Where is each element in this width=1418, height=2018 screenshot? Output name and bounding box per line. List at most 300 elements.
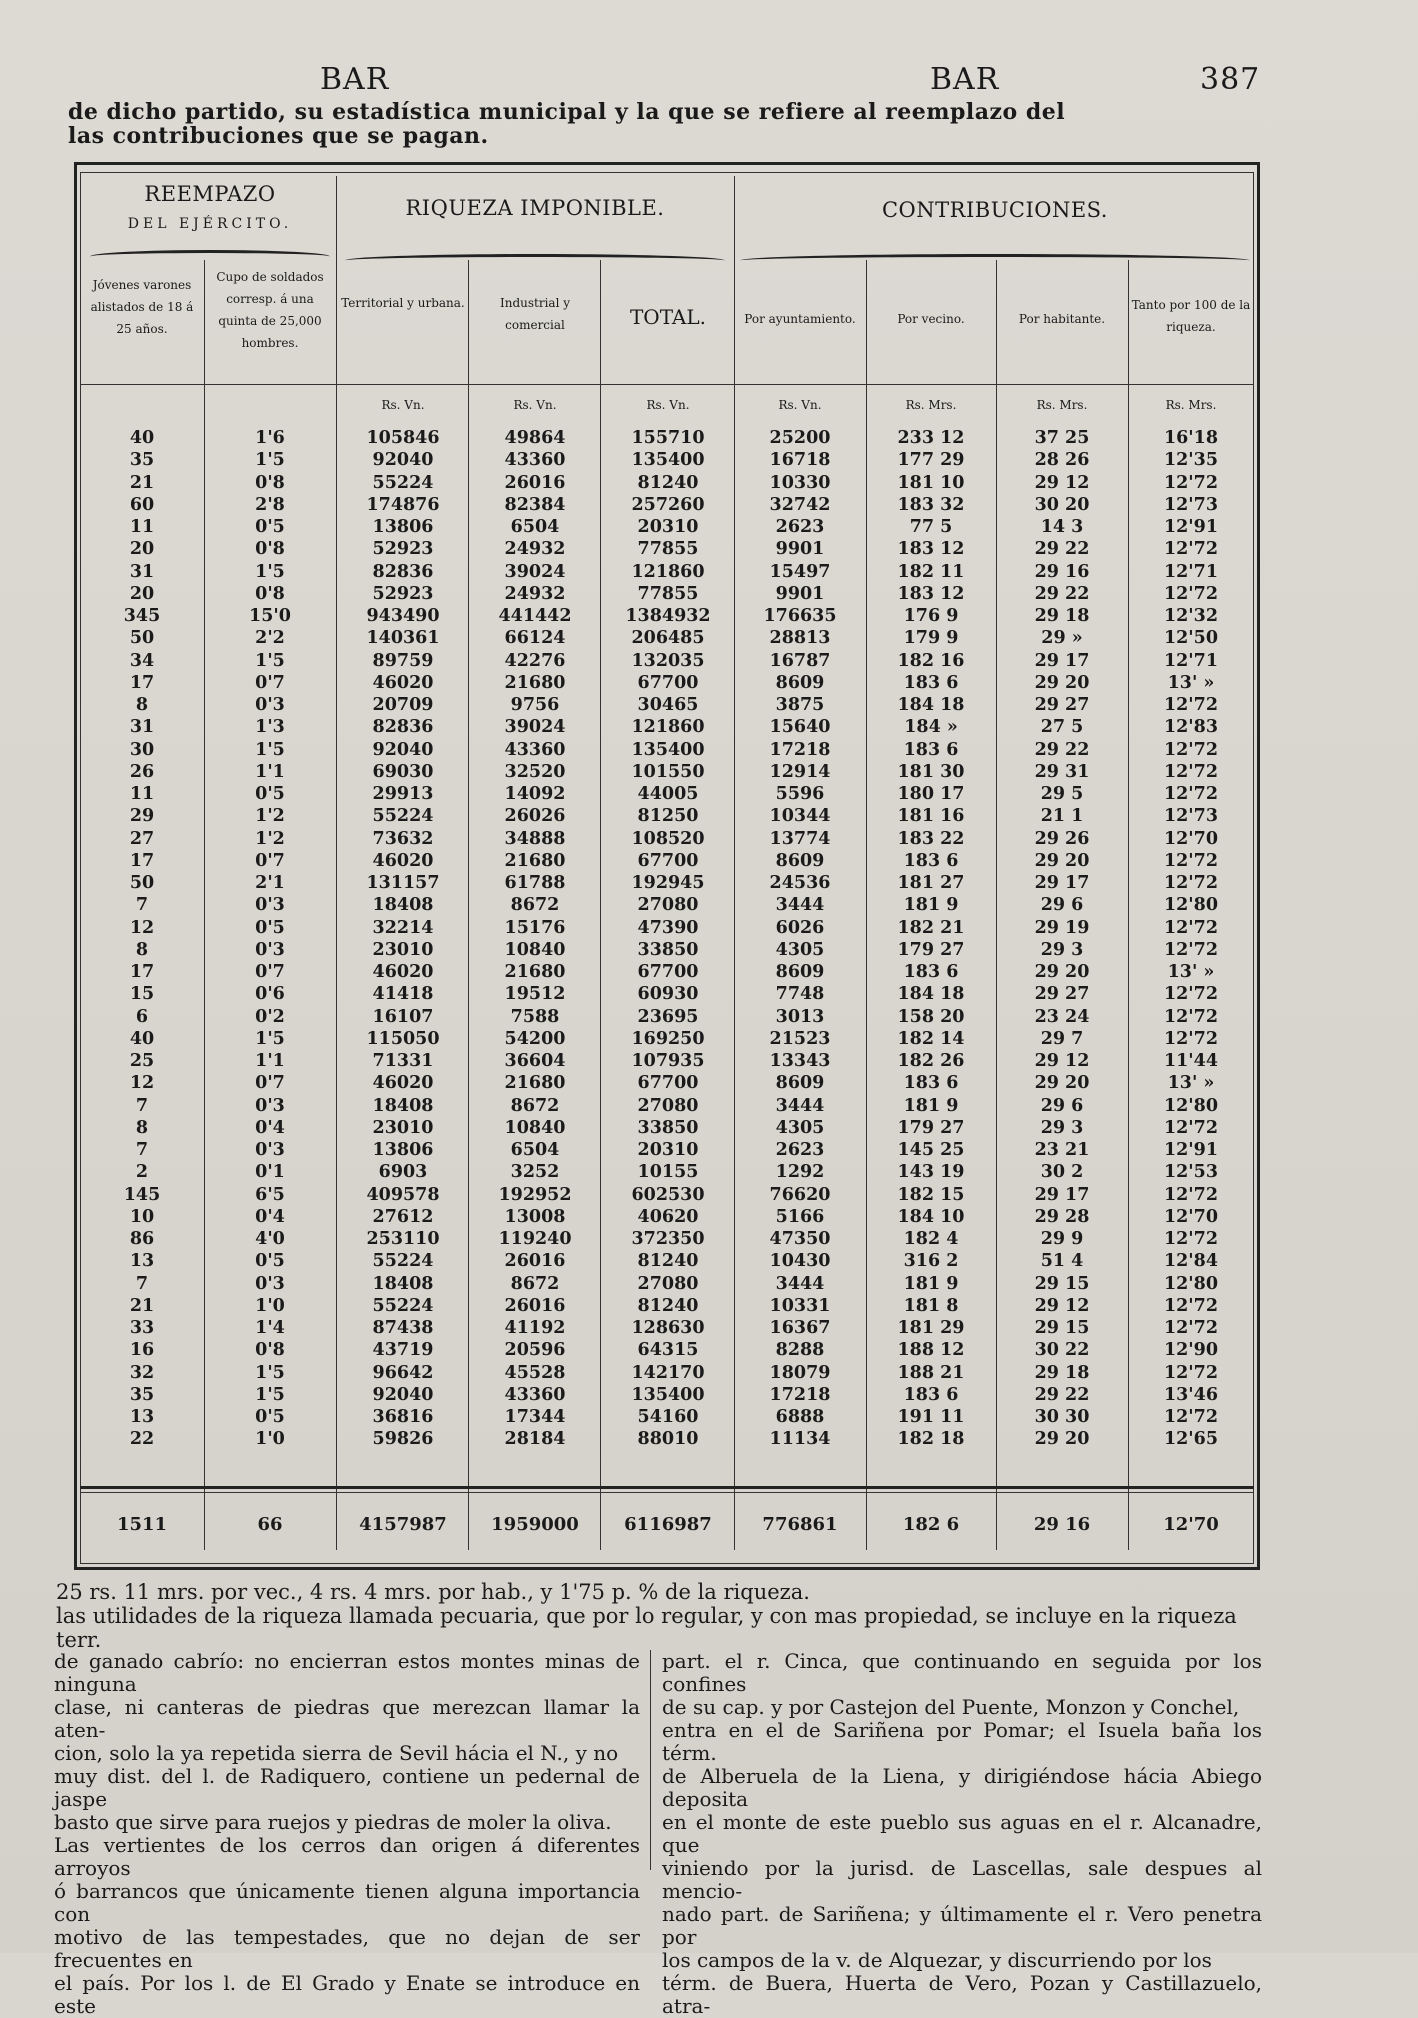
total-cupo: 66: [257, 1514, 283, 1535]
table-cell-tanto: 12'72: [1163, 761, 1219, 782]
table-cell-vecino: 188 21: [897, 1362, 965, 1383]
table-cell-territorial: 55224: [372, 1295, 434, 1316]
table-cell-ayuntamiento: 11134: [769, 1429, 831, 1450]
table-cell-habitante: 29 3: [1040, 939, 1084, 960]
table-cell-total: 372350: [631, 1229, 705, 1249]
body-line: cion, solo la ya repetida sierra de Sevil hácia el N., y no: [54, 1741, 619, 1765]
table-cell-ayuntamiento: 9901: [775, 583, 825, 604]
table-cell-cupo: 1'6: [255, 428, 285, 448]
body-column-right: [662, 1650, 1262, 2018]
table-cell-cupo: 0'5: [255, 1407, 285, 1427]
table-cell-ayuntamiento: 32742: [769, 494, 831, 515]
table-cell-cupo: 0'8: [255, 472, 285, 493]
table-cell-ayuntamiento: 12914: [769, 761, 831, 782]
table-cell-vecino: 183 6: [903, 672, 959, 693]
table-cell-tanto: 12'83: [1163, 717, 1219, 738]
table-cell-industrial: 43360: [504, 450, 566, 471]
table-cell-ayuntamiento: 8609: [775, 962, 825, 982]
table-cell-vecino: 183 6: [903, 739, 959, 760]
table-cell-jovenes: 86: [129, 1229, 155, 1249]
table-cell-habitante: 29 20: [1034, 850, 1090, 871]
table-cell-industrial: 45528: [504, 1362, 566, 1383]
table-cell-habitante: 29 18: [1034, 606, 1090, 626]
brace-riqueza: [345, 254, 725, 267]
totals-rule-thin: [80, 1492, 1254, 1493]
table-cell-vecino: 182 18: [897, 1429, 965, 1450]
table-cell-industrial: 24932: [504, 539, 566, 560]
table-cell-habitante: 29 6: [1040, 895, 1084, 916]
table-cell-ayuntamiento: 3444: [775, 895, 825, 916]
table-cell-habitante: 30 2: [1040, 1162, 1084, 1183]
table-cell-industrial: 43360: [504, 739, 566, 760]
table-cell-jovenes: 7: [135, 895, 149, 916]
table-cell-territorial: 131157: [366, 873, 440, 893]
table-cell-industrial: 39024: [504, 717, 566, 738]
table-cell-vecino: 182 26: [897, 1051, 965, 1071]
table-cell-total: 33850: [637, 939, 699, 960]
table-cell-territorial: 18408: [372, 895, 434, 916]
table-cell-tanto: 12'72: [1163, 1006, 1219, 1027]
table-cell-jovenes: 29: [129, 806, 155, 827]
total-ayuntamiento: 776861: [762, 1514, 838, 1535]
table-cell-vecino: 179 27: [897, 1117, 965, 1138]
table-cell-jovenes: 35: [129, 450, 155, 471]
table-cell-tanto: 13'46: [1163, 1384, 1219, 1405]
table-cell-cupo: 0'7: [255, 850, 285, 871]
total-territorial: 4157987: [359, 1514, 447, 1535]
table-cell-jovenes: 145: [123, 1184, 161, 1205]
table-cell-jovenes: 40: [129, 428, 155, 448]
body-line: Las vertientes de los cerros dan origen á diferentes arroyos: [54, 1833, 640, 1880]
table-cell-jovenes: 345: [123, 606, 161, 626]
table-cell-tanto: 12'91: [1163, 517, 1219, 537]
table-cell-industrial: 119240: [498, 1229, 572, 1249]
total-total: 6116987: [624, 1514, 712, 1535]
table-cell-cupo: 0'3: [255, 695, 285, 715]
table-cell-total: 81240: [637, 1295, 699, 1316]
table-cell-tanto: 12'71: [1163, 561, 1219, 582]
table-cell-vecino: 179 9: [903, 628, 959, 649]
body-line: de Alberuela de la Liena, y dirigiéndose hácia Abiego deposita: [662, 1764, 1262, 1811]
table-cell-territorial: 13806: [372, 517, 434, 537]
table-cell-ayuntamiento: 7748: [775, 984, 825, 1005]
table-cell-jovenes: 7: [135, 1095, 149, 1116]
table-cell-jovenes: 26: [129, 761, 155, 782]
table-cell-total: 27080: [637, 1095, 699, 1116]
table-cell-jovenes: 25: [129, 1051, 155, 1071]
table-cell-cupo: 1'5: [255, 1362, 285, 1383]
table-cell-vecino: 77 5: [909, 517, 953, 537]
col-separator: [468, 260, 469, 1550]
table-cell-habitante: 29 12: [1034, 1051, 1090, 1071]
total-habitante: 29 16: [1033, 1514, 1091, 1535]
note-text: [56, 1580, 1266, 1652]
table-cell-territorial: 6903: [378, 1162, 428, 1183]
table-cell-habitante: 37 25: [1034, 428, 1090, 448]
table-cell-industrial: 26016: [504, 1251, 566, 1272]
body-line: clase, ni canteras de piedras que merezcan llamar la aten-: [54, 1695, 640, 1742]
table-cell-jovenes: 8: [135, 695, 149, 715]
table-cell-tanto: 12'72: [1163, 472, 1219, 493]
table-cell-cupo: 0'2: [255, 1006, 285, 1027]
table-cell-vecino: 182 4: [903, 1229, 959, 1249]
table-cell-ayuntamiento: 6888: [775, 1407, 825, 1427]
table-cell-industrial: 192952: [498, 1184, 572, 1205]
body-line: entra en el de Sariñena por Pomar; el Isuela baña los térm.: [662, 1718, 1262, 1765]
table-cell-territorial: 82836: [372, 561, 434, 582]
table-cell-tanto: 12'72: [1163, 939, 1219, 960]
table-cell-vecino: 143 19: [897, 1162, 965, 1183]
table-cell-jovenes: 17: [129, 850, 155, 871]
table-cell-habitante: 30 22: [1034, 1340, 1090, 1361]
table-cell-vecino: 183 6: [903, 1073, 959, 1094]
table-cell-cupo: 2'8: [255, 494, 285, 515]
table-cell-habitante: 28 26: [1034, 450, 1090, 471]
table-cell-habitante: 29 15: [1034, 1273, 1090, 1294]
table-cell-tanto: 12'91: [1163, 1140, 1219, 1160]
table-cell-industrial: 441442: [498, 606, 572, 626]
table-cell-total: 27080: [637, 895, 699, 916]
column-tanto: [1130, 427, 1252, 1451]
table-cell-ayuntamiento: 5166: [775, 1206, 825, 1227]
table-cell-vecino: 183 22: [897, 828, 965, 849]
table-cell-total: 77855: [637, 583, 699, 604]
table-cell-tanto: 12'72: [1163, 1362, 1219, 1383]
table-cell-territorial: 23010: [372, 939, 434, 960]
brace-reemplazo: [90, 250, 330, 263]
table-cell-cupo: 0'5: [255, 517, 285, 537]
table-cell-cupo: 1'4: [255, 1318, 285, 1338]
table-cell-habitante: 29 22: [1034, 583, 1090, 604]
table-cell-total: 20310: [637, 517, 699, 537]
table-cell-total: 128630: [631, 1318, 705, 1338]
column-territorial: [340, 427, 466, 1451]
column-industrial: [472, 427, 598, 1451]
table-cell-tanto: 12'72: [1163, 583, 1219, 604]
table-cell-vecino: 182 14: [897, 1028, 965, 1049]
table-cell-cupo: 15'0: [249, 606, 291, 626]
table-cell-ayuntamiento: 176635: [763, 606, 837, 626]
body-line: motivo de las tempestades, que no dejan de ser frecuentes en: [54, 1925, 640, 1972]
table-cell-industrial: 21680: [504, 850, 566, 871]
table-cell-vecino: 191 11: [897, 1407, 965, 1427]
table-cell-total: 67700: [637, 850, 699, 871]
units-tanto: Rs. Mrs.: [1165, 398, 1217, 412]
table-cell-jovenes: 34: [129, 650, 155, 671]
total-industrial: 1959000: [491, 1514, 579, 1535]
table-cell-total: 169250: [631, 1028, 705, 1049]
table-cell-tanto: 12'35: [1163, 450, 1219, 471]
table-cell-habitante: 29 22: [1034, 1384, 1090, 1405]
table-cell-industrial: 41192: [504, 1318, 566, 1338]
table-cell-ayuntamiento: 10330: [769, 472, 831, 493]
table-cell-ayuntamiento: 10331: [769, 1295, 831, 1316]
table-cell-vecino: 184 »: [904, 717, 958, 738]
table-cell-tanto: 13' »: [1167, 672, 1215, 693]
table-cell-vecino: 181 9: [903, 1273, 959, 1294]
table-cell-jovenes: 11: [129, 784, 155, 804]
table-cell-territorial: 96642: [372, 1362, 434, 1383]
table-cell-cupo: 0'6: [255, 984, 285, 1005]
table-cell-ayuntamiento: 4305: [775, 939, 825, 960]
subheader-tanto: Tanto por 100 de la riqueza.: [1131, 298, 1251, 334]
intro-text: [68, 100, 1088, 148]
table-cell-ayuntamiento: 24536: [769, 873, 831, 893]
table-cell-tanto: 12'80: [1163, 895, 1219, 916]
table-cell-vecino: 181 30: [897, 761, 965, 782]
table-cell-habitante: 27 5: [1040, 717, 1084, 738]
table-cell-vecino: 181 9: [903, 895, 959, 916]
table-cell-tanto: 12'72: [1163, 539, 1219, 560]
table-cell-habitante: 30 20: [1034, 494, 1090, 515]
table-cell-jovenes: 30: [129, 739, 155, 760]
table-cell-vecino: 181 9: [903, 1095, 959, 1116]
table-cell-total: 44005: [637, 784, 699, 804]
table-cell-habitante: 29 12: [1034, 1295, 1090, 1316]
table-cell-total: 121860: [631, 717, 705, 738]
table-cell-territorial: 253110: [366, 1229, 440, 1249]
table-cell-tanto: 12'72: [1163, 1229, 1219, 1249]
table-cell-ayuntamiento: 17218: [769, 739, 831, 760]
table-cell-ayuntamiento: 3444: [775, 1273, 825, 1294]
table-cell-territorial: 43719: [372, 1340, 434, 1361]
table-cell-territorial: 13806: [372, 1140, 434, 1160]
table-cell-territorial: 36816: [372, 1407, 434, 1427]
table-cell-ayuntamiento: 8609: [775, 850, 825, 871]
table-cell-habitante: 23 21: [1034, 1140, 1090, 1160]
table-cell-habitante: 29 31: [1034, 761, 1090, 782]
table-cell-industrial: 15176: [504, 917, 566, 938]
units-vecino: Rs. Mrs.: [905, 398, 957, 412]
brace-contribuciones: [740, 254, 1250, 267]
table-cell-total: 40620: [637, 1206, 699, 1227]
table-cell-total: 206485: [631, 628, 705, 649]
table-cell-tanto: 12'80: [1163, 1273, 1219, 1294]
body-line: los campos de la v. de Alquezar, y discurriendo por los: [662, 1948, 1212, 1972]
table-cell-vecino: 181 10: [897, 472, 965, 493]
table-cell-tanto: 12'72: [1163, 850, 1219, 871]
table-cell-industrial: 34888: [504, 828, 566, 849]
table-cell-cupo: 0'5: [255, 1251, 285, 1272]
table-cell-jovenes: 20: [129, 583, 155, 604]
body-line: part. el r. Cinca, que continuando en seguida por los confines: [662, 1649, 1262, 1696]
group-reemplazo-line2: DEL EJÉRCITO.: [127, 216, 293, 232]
table-cell-vecino: 181 16: [897, 806, 965, 827]
table-cell-jovenes: 7: [135, 1140, 149, 1160]
table-cell-territorial: 32214: [372, 917, 434, 938]
table-cell-total: 81240: [637, 1251, 699, 1272]
table-cell-industrial: 20596: [504, 1340, 566, 1361]
table-cell-jovenes: 60: [129, 494, 155, 515]
table-cell-cupo: 1'2: [255, 828, 285, 849]
table-cell-jovenes: 13: [129, 1407, 155, 1427]
table-cell-cupo: 1'5: [255, 450, 285, 471]
table-cell-territorial: 29913: [372, 784, 434, 804]
table-cell-tanto: 12'70: [1163, 828, 1219, 849]
table-cell-vecino: 181 8: [903, 1295, 959, 1316]
table-cell-cupo: 4'0: [255, 1229, 285, 1249]
table-cell-ayuntamiento: 8288: [775, 1340, 825, 1361]
table-cell-jovenes: 2: [135, 1162, 149, 1183]
table-cell-jovenes: 12: [129, 917, 155, 938]
table-cell-ayuntamiento: 13774: [769, 828, 831, 849]
table-cell-total: 20310: [637, 1140, 699, 1160]
table-cell-total: 142170: [631, 1362, 705, 1383]
table-cell-industrial: 3252: [510, 1162, 560, 1183]
table-cell-industrial: 32520: [504, 761, 566, 782]
table-cell-industrial: 61788: [504, 873, 566, 893]
table-cell-total: 81250: [637, 806, 699, 827]
col-separator: [204, 260, 205, 1550]
table-cell-jovenes: 35: [129, 1384, 155, 1405]
table-cell-habitante: 30 30: [1034, 1407, 1090, 1427]
table-cell-territorial: 73632: [372, 828, 434, 849]
table-cell-total: 121860: [631, 561, 705, 582]
subheader-cupo: Cupo de soldados corresp. á una quinta de 25,000 hombres.: [216, 270, 324, 350]
table-cell-industrial: 21680: [504, 1073, 566, 1094]
intro-line: las contribuciones que se pagan.: [68, 123, 489, 149]
table-cell-total: 132035: [631, 650, 705, 671]
table-cell-territorial: 409578: [366, 1184, 440, 1205]
table-cell-industrial: 26016: [504, 472, 566, 493]
table-cell-habitante: 29 20: [1034, 672, 1090, 693]
table-cell-cupo: 0'5: [255, 917, 285, 938]
table-cell-vecino: 145 25: [897, 1140, 965, 1160]
table-cell-jovenes: 31: [129, 717, 155, 738]
table-cell-total: 77855: [637, 539, 699, 560]
table-cell-tanto: 12'72: [1163, 695, 1219, 715]
table-cell-habitante: 29 27: [1034, 984, 1090, 1005]
table-cell-cupo: 0'8: [255, 1340, 285, 1361]
table-cell-tanto: 12'72: [1163, 1028, 1219, 1049]
table-cell-total: 33850: [637, 1117, 699, 1138]
table-cell-cupo: 0'5: [255, 784, 285, 804]
table-cell-ayuntamiento: 3013: [775, 1006, 825, 1027]
table-cell-tanto: 12'80: [1163, 1095, 1219, 1116]
table-cell-habitante: 29 27: [1034, 695, 1090, 715]
table-cell-cupo: 1'5: [255, 561, 285, 582]
table-cell-territorial: 92040: [372, 1384, 434, 1405]
table-cell-habitante: 29 20: [1034, 1073, 1090, 1094]
table-cell-tanto: 12'65: [1163, 1429, 1219, 1450]
table-cell-total: 192945: [631, 873, 705, 893]
subheader-habitante: Por habitante.: [1018, 312, 1106, 326]
table-cell-cupo: 6'5: [255, 1184, 285, 1205]
table-cell-industrial: 42276: [504, 650, 566, 671]
note-line: las utilidades de la riqueza llamada pecuaria, que por lo regular, y con mas propiedad, se incluye en la riqueza terr.: [56, 1604, 1237, 1652]
table-cell-jovenes: 6: [135, 1006, 149, 1027]
table-cell-habitante: 29 9: [1040, 1229, 1084, 1249]
table-cell-vecino: 182 21: [897, 917, 965, 938]
table-cell-tanto: 12'90: [1163, 1340, 1219, 1361]
table-cell-territorial: 46020: [372, 1073, 434, 1094]
table-cell-total: 155710: [631, 428, 705, 448]
body-line: térm. de Buera, Huerta de Vero, Pozan y Castillazuelo, atra-: [662, 1971, 1262, 2018]
table-cell-habitante: 29 20: [1034, 962, 1090, 982]
table-cell-tanto: 12'72: [1163, 917, 1219, 938]
table-cell-cupo: 0'7: [255, 672, 285, 693]
body-line: viniendo por la jurisd. de Lascellas, sale despues al mencio-: [662, 1856, 1262, 1903]
col-separator: [996, 260, 997, 1550]
subheader-territorial: Territorial y urbana.: [341, 296, 465, 310]
table-cell-tanto: 12'72: [1163, 984, 1219, 1005]
table-cell-ayuntamiento: 25200: [769, 428, 831, 448]
table-cell-tanto: 12'71: [1163, 650, 1219, 671]
table-cell-territorial: 18408: [372, 1273, 434, 1294]
note-line: 25 rs. 11 mrs. por vec., 4 rs. 4 mrs. por hab., y 1'75 p. % de la riqueza.: [56, 1580, 810, 1604]
table-cell-cupo: 0'4: [255, 1117, 285, 1138]
table-cell-cupo: 2'2: [255, 628, 285, 649]
table-cell-jovenes: 33: [129, 1318, 155, 1338]
table-cell-industrial: 26016: [504, 1295, 566, 1316]
table-cell-cupo: 1'1: [255, 1051, 285, 1071]
col-separator: [336, 176, 337, 1550]
subheader-total: TOTAL.: [629, 305, 707, 329]
body-column-left: [54, 1650, 640, 2018]
table-cell-ayuntamiento: 13343: [769, 1051, 831, 1071]
units-habitante: Rs. Mrs.: [1036, 398, 1088, 412]
table-cell-vecino: 182 11: [897, 561, 965, 582]
table-cell-territorial: 46020: [372, 672, 434, 693]
table-cell-ayuntamiento: 47350: [769, 1229, 831, 1249]
units-territorial: Rs. Vn.: [381, 398, 425, 412]
table-cell-habitante: 29 17: [1034, 873, 1090, 893]
table-cell-territorial: 55224: [372, 1251, 434, 1272]
table-cell-territorial: 71331: [372, 1051, 434, 1071]
table-cell-territorial: 140361: [366, 628, 440, 649]
table-cell-total: 101550: [631, 761, 705, 782]
table-cell-total: 60930: [637, 984, 699, 1005]
table-cell-industrial: 7588: [510, 1006, 560, 1027]
table-cell-jovenes: 17: [129, 672, 155, 693]
table-cell-industrial: 14092: [504, 784, 566, 804]
table-cell-jovenes: 13: [129, 1251, 155, 1272]
table-cell-cupo: 1'5: [255, 1384, 285, 1405]
table-cell-habitante: 23 24: [1034, 1006, 1090, 1027]
col-separator: [600, 260, 601, 1550]
table-cell-territorial: 82836: [372, 717, 434, 738]
table-cell-territorial: 59826: [372, 1429, 434, 1450]
table-cell-habitante: 29 26: [1034, 828, 1090, 849]
table-cell-cupo: 1'3: [255, 717, 285, 738]
table-cell-territorial: 46020: [372, 962, 434, 982]
table-cell-ayuntamiento: 17218: [769, 1384, 831, 1405]
table-cell-vecino: 188 12: [897, 1340, 965, 1361]
table-cell-industrial: 66124: [504, 628, 566, 649]
table-cell-jovenes: 50: [129, 628, 155, 649]
column-divider: [650, 1650, 651, 1870]
column-vecino: [868, 427, 994, 1451]
table-cell-habitante: 29 5: [1040, 784, 1084, 804]
table-cell-habitante: 29 17: [1034, 650, 1090, 671]
table-cell-cupo: 0'3: [255, 1140, 285, 1160]
table-cell-territorial: 20709: [372, 695, 434, 715]
table-cell-ayuntamiento: 4305: [775, 1117, 825, 1138]
table-cell-vecino: 181 29: [897, 1318, 965, 1338]
table-cell-industrial: 10840: [504, 1117, 566, 1138]
table-cell-jovenes: 11: [129, 517, 155, 537]
table-cell-ayuntamiento: 10344: [769, 806, 831, 827]
running-header-right: BAR: [930, 62, 1000, 97]
table-cell-cupo: 0'3: [255, 895, 285, 916]
table-cell-vecino: 183 6: [903, 1384, 959, 1405]
table-cell-ayuntamiento: 8609: [775, 672, 825, 693]
col-separator: [866, 260, 867, 1550]
table-cell-industrial: 24932: [504, 583, 566, 604]
table-cell-tanto: 12'73: [1163, 806, 1219, 827]
group-reemplazo-line1: REEMPAZO: [144, 182, 276, 206]
table-cell-vecino: 183 32: [897, 494, 965, 515]
